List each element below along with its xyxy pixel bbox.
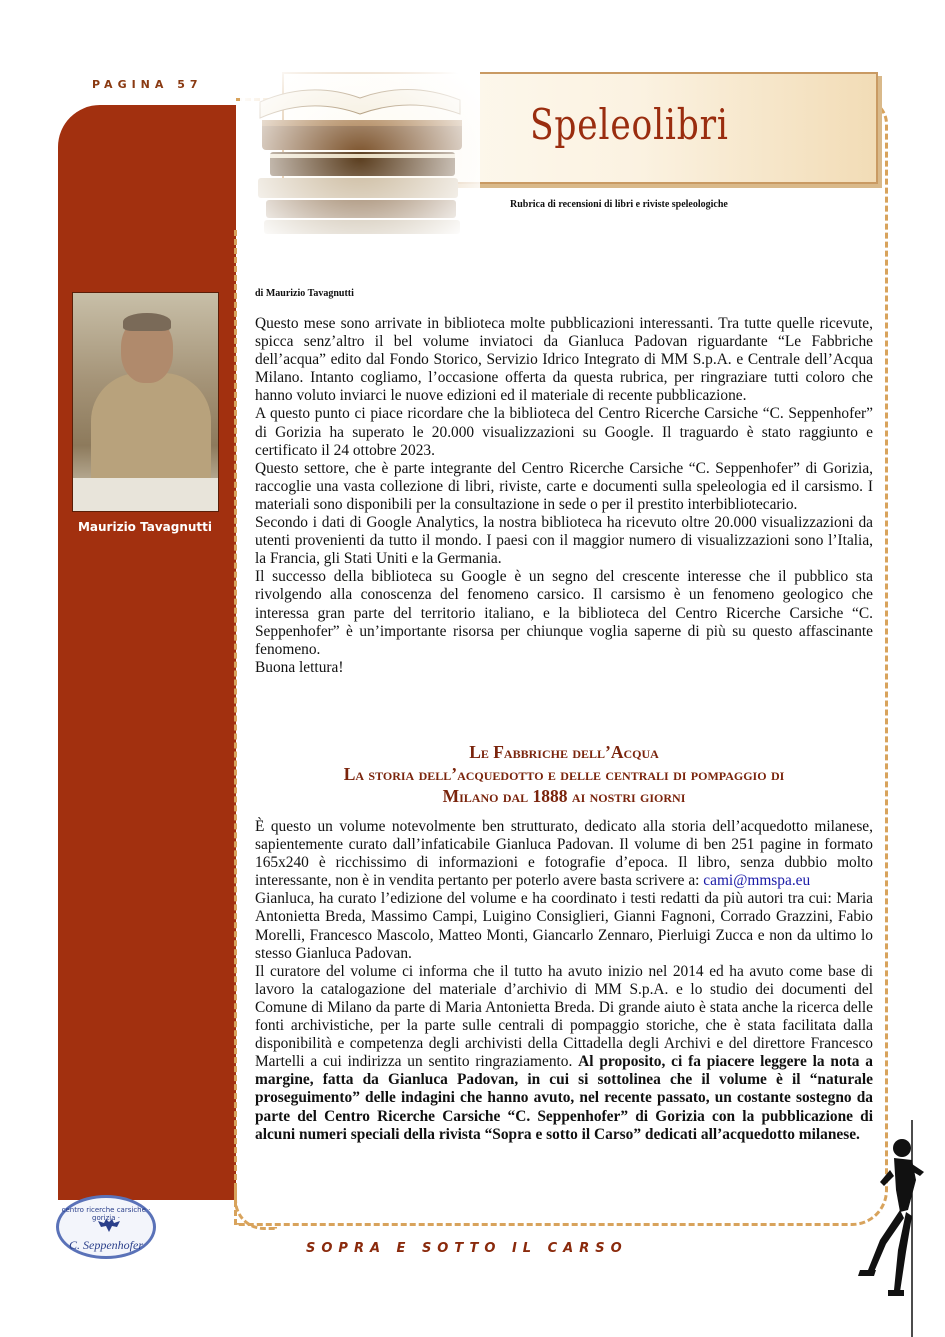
intro-paragraph: Questo settore, che è parte integrante del Centro Ricerche Carsiche “C. Seppenhofer” di Gorizia, raccoglie una vasta collezione di libri, riviste, carte e documenti sulla speleologia ed il carsismo. I materiali sono disponibili per la consultazione in sede o per il prestito interbibliotecario. bbox=[255, 459, 873, 513]
article-paragraph: Gianluca, ha curato l’edizione del volume e ha coordinato i testi redatti da più autori tra cui: Maria Antonietta Breda, Massimo Campi, Luigino Consiglieri, Gianni Fagnoni, Corrado Grazzini, Fabio Morelli, Francesco Mascolo, Matteo Monti, Giancarlo Zennaro, Pierluigi Zucca e non da ultimo lo stesso Gianluca Padovan. bbox=[255, 890, 873, 962]
article-heading bbox=[250, 741, 878, 807]
logo-name: C. Seppenhofer bbox=[69, 1238, 143, 1252]
content-frame-left bbox=[234, 230, 237, 1225]
author-caption: Maurizio Tavagnutti bbox=[77, 520, 213, 534]
article-paragraph bbox=[255, 963, 873, 1144]
article-subtitle-line: Milano dal 1888 ai nostri giorni bbox=[442, 786, 686, 806]
intro-text bbox=[255, 315, 873, 677]
footer-magazine-title: SOPRA E SOTTO IL CARSO bbox=[306, 1241, 628, 1256]
article-paragraph-bold: Al proposito, ci fa piacere leggere la nota a margine, fatta da Gianluca Padovan, in cui si sottolinea che il volume è il “naturale proseguimento” delle indagini che hanno avuto, nel recente passato, un costante sostegno da parte del Centro Ricerche Carsiche “C. Seppenhofer” di Gorizia con la pubblicazione di alcuni numeri speciali della rivista “Sopra e sotto il Carso” dedicati all’acquedotto milanese. bbox=[255, 1053, 873, 1143]
article-paragraph bbox=[255, 818, 873, 890]
intro-paragraph: Questo mese sono arrivate in biblioteca molte pubblicazioni interessanti. Tra tutte quelle ricevute, spicca senz’altro il bel volume inviatoci da Gianluca Padovan riguardante “Le Fabbriche dell’acqua” edito dal Fondo Storico, Servizio Idrico Integrato di MM S.p.A. e Centrale dell’Acqua Milano. Intanto cogliamo, l’occasione offerta da questa rubrica, per ringraziare tutti coloro che hanno voluto inviarci le nuove edizioni ed il materiale di recente pubblicazione. bbox=[255, 315, 873, 405]
article-body bbox=[255, 818, 873, 1144]
intro-paragraph: Secondo i dati di Google Analytics, la nostra biblioteca ha ricevuto oltre 20.000 visualizzazioni da utenti provenienti da tutto il mondo. I paesi con il maggior numero di visualizzazioni sono l’Italia, la Francia, gli Stati Uniti e la Germania. bbox=[255, 514, 873, 568]
article-subtitle-line: La storia dell’acquedotto e delle centrali di pompaggio di bbox=[343, 764, 785, 784]
article-paragraph-text: È questo un volume notevolmente ben strutturato, dedicato alla storia dell’acquedotto milanese, sapientemente curato dall’infaticabile Gianluca Padovan. Il volume di ben 251 pagine in formato 165x240 è ricchissimo di informazioni e fotografie d’epoca. Il libro, senza dubbio molto interessante, non è in vendita pertanto per poterlo avere basta scrivere a: bbox=[255, 818, 873, 890]
article-paragraph-text: Il curatore del volume ci informa che il tutto ha avuto inizio nel 2014 ed ha avuto come base di lavoro la catalogazione del materiale d’archivio di MM S.p.A. e lo studio dei documenti del Comune di Milano da parte di Maria Antonietta Breda. Di grande aiuto è stata anche la ricerca delle fonti archivistiche, per la parte sulle centrali di pompaggio storiche, che è stata facilitata dalla disponibilità e competenza degli archivisti della Cittadella degli Archivi e del direttore Francesco Martelli a cui indirizza un sentito ringraziamento. bbox=[255, 962, 873, 1071]
author-photo bbox=[72, 292, 219, 512]
bat-icon bbox=[97, 1218, 121, 1234]
page-title: Speleolibri bbox=[530, 100, 729, 149]
email-link[interactable]: cami@mmspa.eu bbox=[703, 872, 811, 890]
intro-paragraph: Il successo della biblioteca su Google è un segno del crescente interesse che il pubblico sta rivolgendo alla conoscenza del fenomeno carsico. Il carsismo è un fenomeno geologico che interessa gran parte del territorio italiano, e la biblioteca del Centro Ricerche Carsiche “C. Seppenhofer” è un’importante risorsa per chiunque voglia saperne di più su questo affascinante fenomeno. bbox=[255, 568, 873, 658]
intro-paragraph: Buona lettura! bbox=[255, 658, 344, 676]
page-number: PAGINA 57 bbox=[92, 78, 203, 91]
sidebar-band bbox=[58, 105, 236, 1200]
article-title: Le Fabbriche dell’Acqua bbox=[469, 742, 659, 762]
header-subtitle: Rubrica di recensioni di libri e riviste speleologiche bbox=[510, 199, 728, 210]
intro-paragraph: A questo punto ci piace ricordare che la biblioteca del Centro Ricerche Carsiche “C. Seppenhofer” di Gorizia ha superato le 20.000 visualizzazioni su Google. Il traguardo è stato raggiunto e certificato il 24 ottobre 2023. bbox=[255, 405, 873, 459]
byline: di Maurizio Tavagnutti bbox=[255, 288, 354, 299]
books-illustration bbox=[240, 62, 480, 252]
climber-silhouette-icon bbox=[850, 1120, 945, 1337]
logo-ring-text: centro ricerche carsiche · gorizia · bbox=[61, 1206, 151, 1222]
club-logo bbox=[56, 1195, 156, 1259]
